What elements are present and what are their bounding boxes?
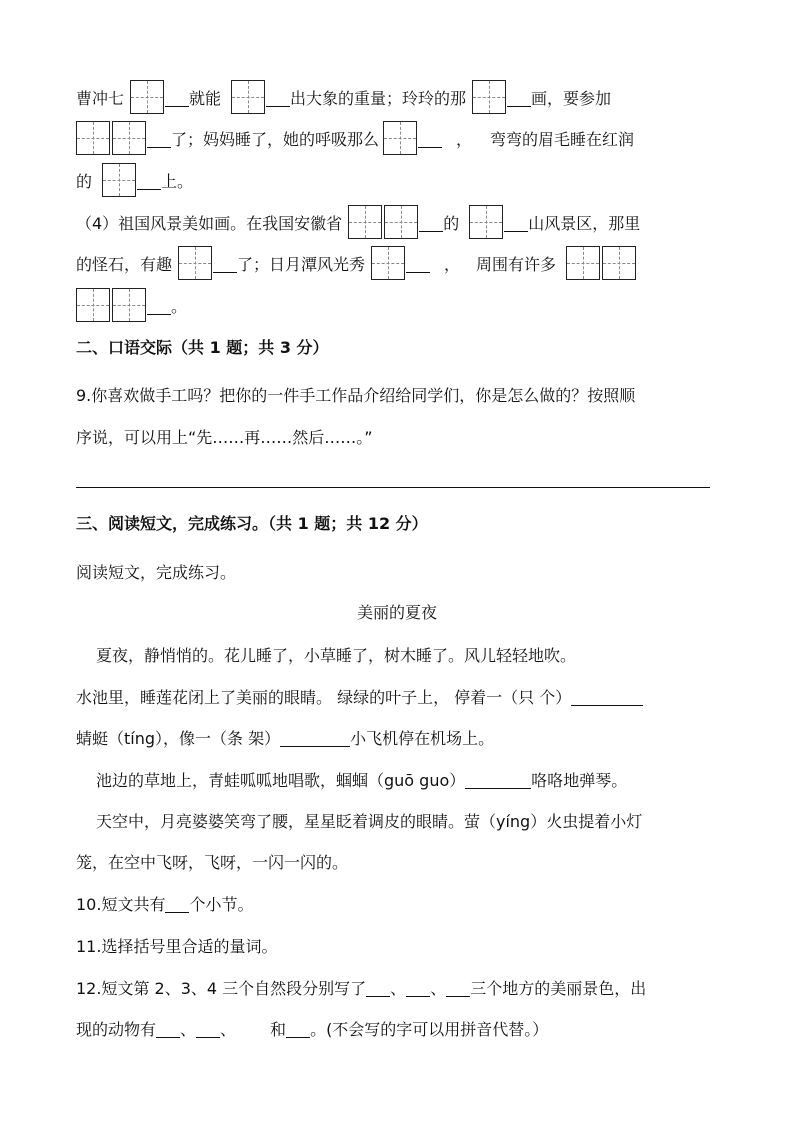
answer-blank[interactable] <box>465 770 531 789</box>
text: 10.短文共有 <box>76 894 166 914</box>
text: ， <box>444 254 461 274</box>
text: 了；日月潭风光秀 <box>237 254 366 274</box>
char-box[interactable] <box>383 121 417 155</box>
text: 周围有许多 <box>476 254 557 274</box>
q12-line-2 <box>76 1010 548 1046</box>
answer-blank[interactable] <box>165 88 189 107</box>
char-box[interactable] <box>469 205 503 239</box>
answer-blank[interactable] <box>419 213 443 232</box>
section-2-heading: 二、口语交际（共 1 题；共 3 分） <box>76 337 329 357</box>
char-box[interactable] <box>566 246 600 280</box>
text: 现的动物有 <box>76 1019 157 1039</box>
q8-line-5 <box>76 245 637 281</box>
text: 个小节。 <box>189 894 254 914</box>
answer-blank[interactable] <box>137 171 161 190</box>
passage-para-2-line-2 <box>76 719 494 755</box>
answer-blank[interactable] <box>266 88 290 107</box>
q8-line-2 <box>76 120 634 156</box>
answer-blank[interactable] <box>366 978 390 997</box>
text: 的 <box>443 213 460 233</box>
char-box[interactable] <box>112 288 146 322</box>
text: 的怪石，有趣 <box>76 254 173 274</box>
passage-para-3 <box>96 761 627 797</box>
text: 小飞机停在机场上。 <box>350 728 495 748</box>
text: 了；妈妈睡了，她的呼吸那么 <box>171 129 380 149</box>
answer-blank[interactable] <box>286 1019 310 1038</box>
char-box[interactable] <box>602 246 636 280</box>
answer-blank[interactable] <box>213 254 237 273</box>
text: 画，要参加 <box>531 88 612 108</box>
q8-line-3 <box>76 162 193 198</box>
text: 。(不会写的字可以用拼音代替。） <box>310 1019 549 1039</box>
text: 山风景区，那里 <box>528 213 641 233</box>
answer-blank[interactable] <box>280 728 350 747</box>
passage-para-4-line-1: 天空中，月亮婆婆笑弯了腰，星星眨着调皮的眼睛。萤（yíng）火虫提着小灯 <box>96 811 643 831</box>
q9-line-2: 序说，可以用上“先……再……然后……。” <box>76 427 373 447</box>
char-box[interactable] <box>472 80 506 114</box>
text: 曹冲七 <box>76 88 125 108</box>
q10 <box>76 885 253 921</box>
text: 、 <box>180 1019 197 1039</box>
text: 弯弯的眉毛睡在红润 <box>490 129 635 149</box>
answer-blank[interactable] <box>196 1019 220 1038</box>
passage-title: 美丽的夏夜 <box>356 603 437 622</box>
answer-blank[interactable] <box>406 254 430 273</box>
char-box[interactable] <box>371 246 405 280</box>
text: 。 <box>171 296 188 316</box>
text: 的 <box>76 171 93 191</box>
text: 池边的草地上，青蛙呱呱地唱歌，蝈蝈（guō guo） <box>96 770 466 790</box>
answer-blank[interactable] <box>571 687 643 706</box>
char-box[interactable] <box>348 205 382 239</box>
passage-para-4-line-2: 笼，在空中飞呀，飞呀，一闪一闪的。 <box>76 852 349 872</box>
text: 蜻蜓（tíng），像一（条 架） <box>76 728 281 748</box>
text: 水池里，睡莲花闭上了美丽的眼睛。 绿绿的叶子上， 停着一（只 个） <box>76 687 572 707</box>
q12-line-1 <box>76 969 646 1005</box>
answer-blank[interactable] <box>507 88 531 107</box>
text: 上。 <box>161 171 194 191</box>
text: 出大象的重量；玲玲的那 <box>290 88 467 108</box>
answer-blank[interactable] <box>418 129 442 148</box>
text: （4）祖国风景美如画。在我国安徽省 <box>76 213 343 233</box>
q8-line-4 <box>76 204 640 240</box>
passage-para-1: 夏夜，静悄悄的。花儿睡了，小草睡了，树木睡了。风儿轻轻地吹。 <box>96 645 577 665</box>
char-box[interactable] <box>178 246 212 280</box>
text: 咯咯地弹琴。 <box>531 770 628 790</box>
char-box[interactable] <box>76 121 110 155</box>
section-3-heading: 三、阅读短文，完成练习。（共 1 题；共 12 分） <box>76 513 428 533</box>
q8-line-6 <box>76 287 187 323</box>
answer-line[interactable] <box>76 487 710 488</box>
text: 、 <box>390 978 407 998</box>
q8-line-1 <box>76 79 611 115</box>
answer-blank[interactable] <box>147 296 171 315</box>
char-box[interactable] <box>76 288 110 322</box>
q11: 11.选择括号里合适的量词。 <box>76 936 278 956</box>
char-box[interactable] <box>112 121 146 155</box>
answer-blank[interactable] <box>504 213 528 232</box>
answer-blank[interactable] <box>156 1019 180 1038</box>
text: 就能 <box>189 88 222 108</box>
text: 和 <box>270 1019 287 1039</box>
text: ， <box>456 129 473 149</box>
text: 三个地方的美丽景色，出 <box>470 978 647 998</box>
text: 、 <box>430 978 447 998</box>
answer-blank[interactable] <box>446 978 470 997</box>
char-box[interactable] <box>130 80 164 114</box>
answer-blank[interactable] <box>406 978 430 997</box>
answer-blank[interactable] <box>147 129 171 148</box>
answer-blank[interactable] <box>165 894 189 913</box>
char-box[interactable] <box>384 205 418 239</box>
passage-para-2-line-1 <box>76 678 643 714</box>
q9-line-1: 9.你喜欢做手工吗？把你的一件手工作品介绍给同学们，你是怎么做的？按照顺 <box>76 385 636 405</box>
text: 12.短文第 2、3、4 三个自然段分别写了 <box>76 978 367 998</box>
text: 、 <box>220 1019 237 1039</box>
reading-intro: 阅读短文，完成练习。 <box>76 562 237 582</box>
char-box[interactable] <box>231 80 265 114</box>
char-box[interactable] <box>102 163 136 197</box>
